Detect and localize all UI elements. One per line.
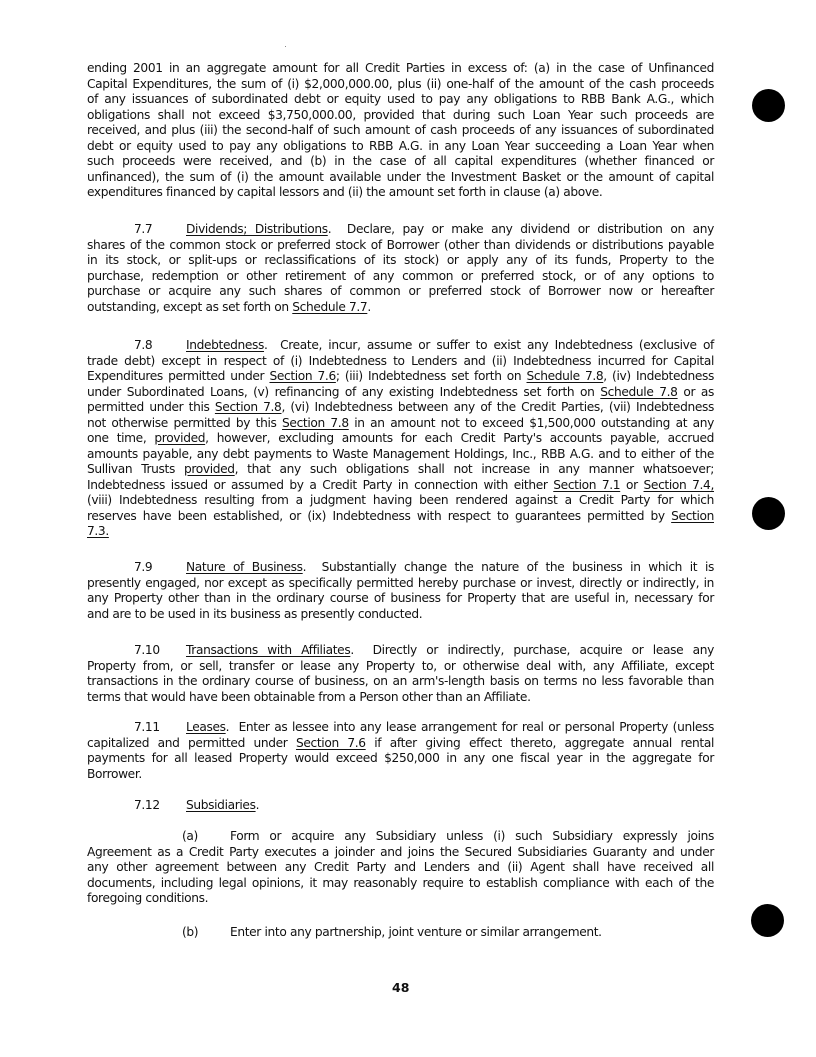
text-line xyxy=(87,399,714,415)
text-line: ending 2001 in an aggregate amount for all Credit Parties in excess of: (a) in the case of Unfinanced xyxy=(87,61,714,75)
text: ; (iii) Indebtedness set forth on xyxy=(335,369,527,383)
text: outstanding, except as set forth on xyxy=(87,300,293,314)
section-link: Section 7.4, xyxy=(643,478,714,492)
text-line: trade debt) except in respect of (i) Indebtedness to Lenders and (ii) Indebtedness incurred for Capital xyxy=(87,354,714,368)
text-line: (viii) Indebtedness resulting from a judgment having been rendered against a Credit Party for which xyxy=(87,493,714,507)
text-line: shares of the common stock or preferred stock of Borrower (other than dividends or distributions payable xyxy=(87,238,714,252)
text: . xyxy=(367,300,371,314)
text-line: received, and plus (iii) the second-half of such amount of cash proceeds of any issuances of subordinated xyxy=(87,123,714,137)
text: one time, xyxy=(87,431,155,445)
text-line: documents, including legal opinions, it may reasonably require to establish compliance with each of the xyxy=(87,876,714,890)
section-heading: Subsidiaries xyxy=(186,798,256,812)
text-line: transactions in the ordinary course of business, on an arm's-length basis on terms no less favorable than xyxy=(87,674,714,688)
text: Expenditures permitted under xyxy=(87,369,270,383)
section-link: Section 7.6 xyxy=(269,369,336,383)
text: capitalized and permitted under xyxy=(87,736,296,750)
text: under Subordinated Loans, (v) refinancing of any existing Indebtedness set forth on xyxy=(87,385,601,399)
text-line: payments for all leased Property would exceed $250,000 in any one fiscal year in the aggregate for xyxy=(87,751,714,765)
text-line xyxy=(87,461,714,477)
text-line: of any issuances of subordinated debt or equity used to pay any obligations to RBB Bank A.G., which xyxy=(87,92,714,106)
punch-hole xyxy=(751,904,784,937)
text-line: amounts payable, any debt payments to Waste Management Holdings, Inc., RBB A.G. and to either of the xyxy=(87,447,714,461)
section-heading: Nature of Business xyxy=(186,560,303,574)
text-line: unfinanced), the sum of (i) the amount available under the Investment Basket or the amount of capital xyxy=(87,170,714,184)
text: , that any such obligations shall not increase in any manner whatsoever; xyxy=(234,462,714,476)
text: not otherwise permitted by this xyxy=(87,416,283,430)
text-line xyxy=(87,415,714,431)
text-line: any other agreement between any Credit Party and Lenders and (ii) Agent shall have received all xyxy=(87,860,714,874)
text-line: Form or acquire any Subsidiary unless (i) such Subsidiary expressly joins xyxy=(230,829,714,843)
text-line: Substantially change the nature of the business in which it is xyxy=(321,560,714,574)
section-number: 7.7 xyxy=(134,222,153,236)
subclause-b xyxy=(182,924,714,940)
section-link: 7.3. xyxy=(87,524,109,538)
punch-hole xyxy=(752,89,785,122)
text-line xyxy=(87,430,714,446)
scan-speck xyxy=(285,46,286,47)
section-link: Section xyxy=(671,509,714,523)
clause-label: (b) xyxy=(182,925,199,939)
text-line: obligations shall not exceed $3,750,000.00, provided that during such Loan Year such proceeds are xyxy=(87,108,714,122)
text: or xyxy=(620,478,644,492)
text-line: Directly or indirectly, purchase, acquire or lease any xyxy=(372,643,714,657)
section-number: 7.8 xyxy=(134,338,153,352)
provided-term: provided xyxy=(183,462,235,476)
section-heading: Dividends; Distributions xyxy=(186,222,328,236)
text-line: Property from, or sell, transfer or lease any Property to, or otherwise deal with, any Affiliate, except xyxy=(87,659,714,673)
text-line xyxy=(87,368,714,384)
text-line: any Property other than in the ordinary course of business for Property that are useful in, necessary for xyxy=(87,591,714,605)
section-link: Section 7.6 xyxy=(295,736,366,750)
schedule-link: Schedule 7.8 xyxy=(600,385,678,399)
text-line: Enter as lessee into any lease arrangement for real or personal Property (unless xyxy=(238,720,715,734)
text: reserves have been established, or (ix) Indebtedness with respect to guarantees permitted by xyxy=(87,509,672,523)
text-line: Enter into any partnership, joint venture or similar arrangement. xyxy=(230,925,602,939)
text: Sullivan Trusts xyxy=(87,462,184,476)
punch-hole xyxy=(752,497,785,530)
text: permitted under this xyxy=(87,400,215,414)
schedule-link: Schedule 7.7 xyxy=(292,300,368,314)
text-line xyxy=(87,299,714,315)
text: if after giving effect thereto, aggregate annual rental xyxy=(365,736,715,750)
text-line: Declare, pay or make any dividend or distribution on any xyxy=(346,222,715,236)
schedule-link: Schedule 7.8 xyxy=(526,369,604,383)
text: in an amount not to exceed $1,500,000 outstanding at any xyxy=(348,416,714,430)
text-line xyxy=(87,523,714,539)
text-line: in its stock, or split-ups or reclassifications of its stock) or apply any of its funds, Property to the xyxy=(87,253,714,267)
subclause-a xyxy=(182,828,714,844)
section-number: 7.10 xyxy=(134,643,160,657)
text: , (vi) Indebtedness between any of the Credit Parties, (vii) Indebtedness xyxy=(281,400,714,414)
text-line xyxy=(87,477,714,493)
text-line: and are to be used in its business as presently conducted. xyxy=(87,607,423,621)
text-line: purchase or acquire any such shares of common or preferred stock of Borrower now or hereafter xyxy=(87,284,714,298)
text-line: foregoing conditions. xyxy=(87,891,209,905)
text-line: presently engaged, nor except as specifically permitted hereby purchase or invest, directly or indirectly, in xyxy=(87,576,714,590)
text-line: such proceeds were received, and (b) in the case of all capital expenditures (whether financed or xyxy=(87,154,714,168)
clause-label: (a) xyxy=(182,829,198,843)
section-number: 7.12 xyxy=(134,798,160,812)
section-heading: Transactions with Affiliates xyxy=(186,643,351,657)
text-line xyxy=(87,508,714,524)
provided-term: provided xyxy=(154,431,206,445)
text-line: Create, incur, assume or suffer to exist any Indebtedness (exclusive of xyxy=(280,338,714,352)
text-line: expenditures financed by capital lessors and (ii) the amount set forth in clause (a) above. xyxy=(87,185,603,199)
text-line xyxy=(87,384,714,400)
section-link: Section 7.1 xyxy=(553,478,621,492)
text: , (iv) Indebtedness xyxy=(603,369,715,383)
section-link: Section 7.8 xyxy=(214,400,282,414)
text-line: purchase, redemption or other retirement of any common or preferred stock, or of any options to xyxy=(87,269,714,283)
section-number: 7.9 xyxy=(134,560,153,574)
section-heading: Leases xyxy=(186,720,226,734)
text-line xyxy=(87,735,714,751)
section-heading: Indebtedness xyxy=(186,338,265,352)
text-line: terms that would have been obtainable from a Person other than an Affiliate. xyxy=(87,690,531,704)
text-line: Borrower. xyxy=(87,767,142,781)
page-number: 48 xyxy=(392,980,410,995)
text: Indebtedness issued or assumed by a Credit Party in connection with either xyxy=(87,478,554,492)
section-number: 7.11 xyxy=(134,720,160,734)
section-link: Section 7.8 xyxy=(282,416,349,430)
text-line: debt or equity used to pay any obligations to RBB A.G. in any Loan Year succeeding a Loan Year when xyxy=(87,139,714,153)
text-line: Agreement as a Credit Party executes a joinder and joins the Secured Subsidiaries Guaranty and under xyxy=(87,845,714,859)
text: or as xyxy=(677,385,715,399)
text: , however, excluding amounts for each Credit Party's accounts payable, accrued xyxy=(205,431,714,445)
text-line: Capital Expenditures, the sum of (i) $2,000,000.00, plus (ii) one-half of the amount of the cash proceeds xyxy=(87,77,714,91)
